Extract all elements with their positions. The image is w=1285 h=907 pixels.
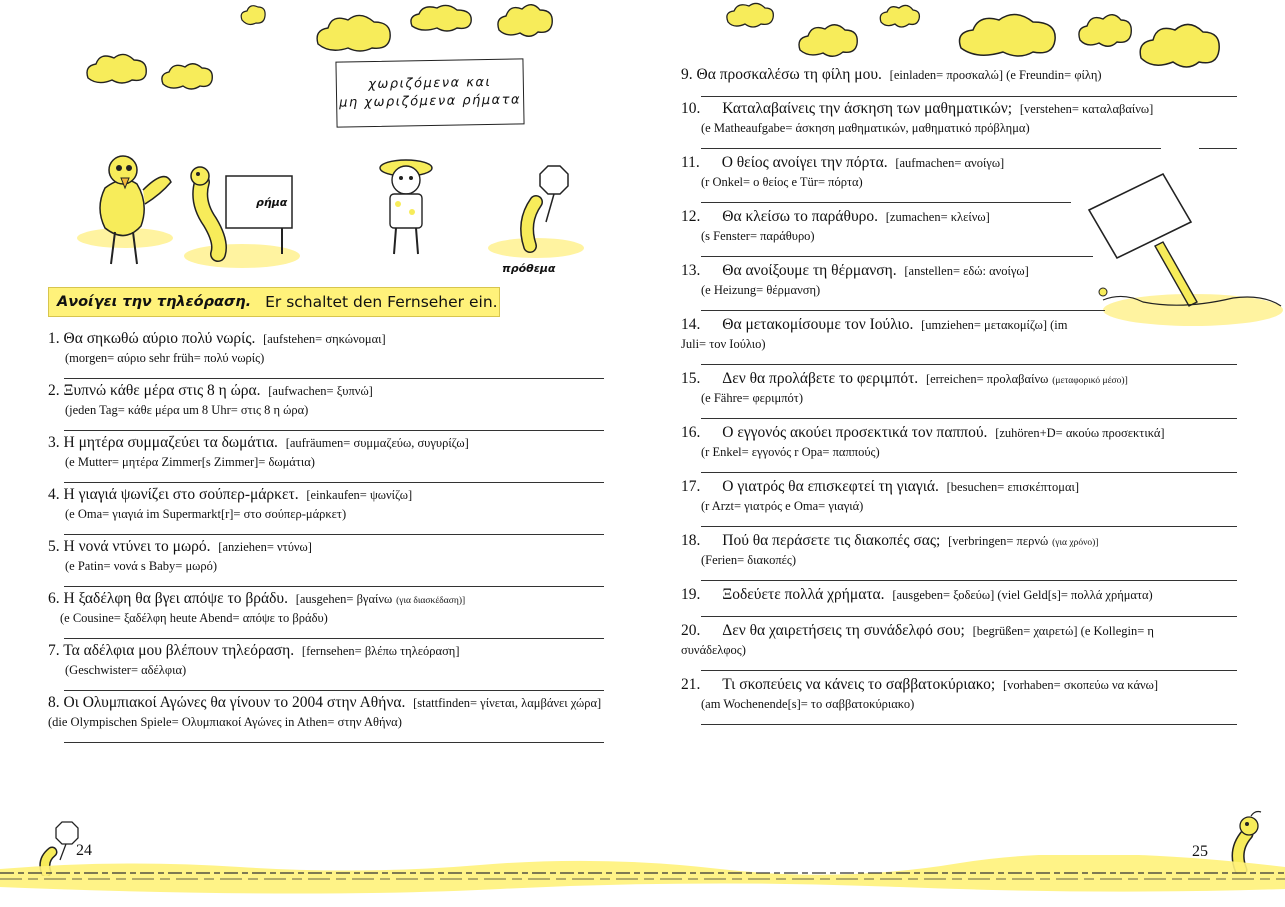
bird-cartoon-icon	[75, 148, 185, 268]
exercise-number: 13.	[681, 262, 701, 279]
exercise-number: 16.	[681, 424, 701, 441]
cloud-icon	[795, 20, 861, 60]
answer-line	[701, 472, 1237, 473]
exercise-item	[681, 154, 1004, 190]
exercise-number: 6.	[48, 590, 60, 607]
exercise-sentence: Δεν θα χαιρετήσεις τη συνάδελφό σου;	[722, 622, 965, 639]
exercise-number: 1.	[48, 330, 60, 347]
exercise-item	[48, 330, 386, 366]
exercise-item	[48, 538, 312, 574]
exercise-vocab: (e Patin= νονά s Baby= μωρό)	[65, 559, 218, 573]
exercise-hint: [aufräumen= συμμαζεύω, συγυρίζω]	[285, 436, 469, 450]
blank-signpost-icon	[1083, 160, 1283, 340]
exercise-hint: [verstehen= καταλαβαίνω]	[1019, 102, 1154, 116]
cloud-icon	[238, 2, 268, 28]
answer-line	[701, 202, 1071, 203]
answer-line	[701, 724, 1237, 725]
exercise-item	[681, 622, 1154, 658]
exercise-sentence: Θα κλείσω το παράθυρο.	[722, 208, 878, 225]
exercise-vocab: (e Heizung= θέρμανση)	[701, 283, 821, 297]
exercise-item	[681, 316, 1068, 352]
exercise-vocab: (morgen= αύριο sehr früh= πολύ νωρίς)	[65, 351, 265, 365]
exercise-hint: [verbringen= περνώ	[948, 534, 1049, 548]
exercise-sentence: Ξοδεύετε πολλά χρήματα.	[722, 586, 885, 603]
exercise-hint: [begrüßen= χαιρετώ] (e Kollegin= η	[972, 624, 1154, 638]
exercise-hint: [umziehen= μετακομίζω] (im	[921, 318, 1068, 332]
exercise-vocab: (s Fenster= παράθυρο)	[701, 229, 815, 243]
exercise-number: 5.	[48, 538, 60, 555]
exercise-item	[681, 478, 1079, 514]
cloud-icon	[1075, 10, 1135, 50]
exercise-number: 14.	[681, 316, 701, 333]
exercise-vocab: (r Enkel= εγγονός r Opa= παππούς)	[701, 445, 880, 459]
exercise-item	[48, 642, 460, 678]
exercise-hint-note: (μεταφορικό μέσο)]	[1052, 376, 1128, 386]
exercise-number: 10.	[681, 100, 701, 117]
exercise-hint: [zumachen= κλείνω]	[885, 210, 990, 224]
exercise-item	[681, 262, 1029, 298]
exercise-vocab: (r Arzt= γιατρός e Oma= γιαγιά)	[701, 499, 864, 513]
cloud-icon	[82, 50, 152, 86]
exercise-number: 15.	[681, 370, 701, 387]
exercise-item	[681, 676, 1158, 712]
exercise-sentence: Θα ανοίξουμε τη θέρμανση.	[722, 262, 897, 279]
exercise-vocab: (die Olympischen Spiele= Ολυμπιακοί Αγώνες in Athen= στην Αθήνα)	[48, 715, 402, 729]
exercise-sentence: Η γιαγιά ψωνίζει στο σούπερ-μάρκετ.	[63, 486, 299, 503]
exercise-item	[681, 208, 990, 244]
exercise-sentence: Η μητέρα συμμαζεύει τα δωμάτια.	[63, 434, 278, 451]
exercise-hint: [erreichen= προλαβαίνω	[925, 372, 1049, 386]
exercise-number: 21.	[681, 676, 701, 693]
exercise-sentence: Η νονά ντύνει το μωρό.	[63, 538, 211, 555]
exercise-hint: [zuhören+D= ακούω προσεκτικά]	[995, 426, 1165, 440]
sign-line-2: μη χωριζόμενα ρήματα	[339, 92, 522, 111]
exercise-vocab: (am Wochenende[s]= το σαββατοκύριακο)	[701, 697, 915, 711]
exercise-sentence: Δεν θα προλάβετε το φεριμπότ.	[722, 370, 919, 387]
exercise-item	[48, 382, 373, 418]
exercise-vocab: (Geschwister= αδέλφια)	[65, 663, 187, 677]
exercise-item	[48, 434, 469, 470]
exercise-hint: [vorhaben= σκοπεύω να κάνω]	[1002, 678, 1159, 692]
cloud-icon	[407, 2, 477, 34]
answer-line	[64, 586, 604, 587]
exercise-hint: [stattfinden= γίνεται, λαμβάνει χώρα]	[413, 696, 602, 710]
cloud-icon	[1135, 18, 1221, 72]
exercise-hint: [fernsehen= βλέπω τηλεόραση]	[301, 644, 460, 658]
answer-line	[64, 482, 604, 483]
exercise-sentence: Η ξαδέλφη θα βγει απόψε το βράδυ.	[63, 590, 288, 607]
example-german: Er schaltet den Fernseher ein.	[265, 293, 498, 311]
exercise-sentence: Ξυπνώ κάθε μέρα στις 8 η ώρα.	[63, 382, 261, 399]
cloud-icon	[877, 2, 921, 30]
exercise-hint: [aufwachen= ξυπνώ]	[268, 384, 373, 398]
answer-line	[701, 364, 1237, 365]
exercise-vocab: (e Matheaufgabe= άσκηση μαθηματικών, μαθηματικό πρόβλημα)	[701, 121, 1030, 135]
exercise-vocab: (e Oma= γιαγιά im Supermarkt[r]= στο σούπερ-μάρκετ)	[65, 507, 347, 521]
prothema-label: πρόθεμα	[502, 262, 556, 275]
exercise-item	[681, 532, 1098, 568]
exercise-number: 19.	[681, 586, 701, 603]
answer-line	[701, 96, 1237, 97]
exercise-sentence: Θα προσκαλέσω τη φίλη μου.	[696, 66, 882, 83]
answer-line	[1199, 148, 1237, 149]
exercise-item	[48, 694, 601, 730]
exercise-sentence: Θα σηκωθώ αύριο πολύ νωρίς.	[63, 330, 256, 347]
exercise-vocab: Juli= τον Ιούλιο)	[681, 337, 766, 351]
answer-line	[701, 526, 1237, 527]
exercise-hint-note: (για διασκέδαση)]	[396, 596, 466, 606]
exercise-sentence: Καταλαβαίνεις την άσκηση των μαθηματικών;	[722, 100, 1013, 117]
exercise-hint: [ausgeben= ξοδεύω] (viel Geld[s]= πολλά χρήματα)	[892, 588, 1153, 602]
answer-line	[701, 670, 1237, 671]
exercise-item	[681, 370, 1128, 406]
title-sign	[335, 58, 524, 127]
answer-line	[701, 616, 1237, 617]
exercise-vocab: συνάδελφος)	[681, 643, 746, 657]
answer-line	[701, 148, 1161, 149]
answer-line	[64, 742, 604, 743]
cloud-icon	[953, 8, 1067, 60]
page-number: 24	[76, 842, 92, 859]
exercise-item	[681, 424, 1165, 460]
exercise-number: 3.	[48, 434, 60, 451]
ground-strip	[0, 855, 1285, 895]
exercise-sentence: Ο θείος ανοίγει την πόρτα.	[721, 154, 888, 171]
exercise-sentence: Θα μετακομίσουμε τον Ιούλιο.	[722, 316, 914, 333]
rima-label: ρήμα	[256, 196, 288, 209]
cloud-icon	[494, 0, 556, 40]
exercise-vocab: (e Cousine= ξαδέλφη heute Abend= απόψε το βράδυ)	[60, 611, 328, 625]
answer-line	[64, 430, 604, 431]
sign-line-1: χωριζόμενα και	[368, 74, 492, 93]
cloud-icon	[723, 0, 775, 30]
exercise-hint-note: (για χρόνο)]	[1052, 538, 1099, 548]
exercise-number: 18.	[681, 532, 701, 549]
exercise-number: 17.	[681, 478, 701, 495]
answer-line	[701, 418, 1237, 419]
exercise-number: 7.	[48, 642, 60, 659]
exercise-vocab: (r Onkel= ο θείος e Tür= πόρτα)	[701, 175, 863, 189]
exercise-number: 4.	[48, 486, 60, 503]
exercise-vocab: (jeden Tag= κάθε μέρα um 8 Uhr= στις 8 η ώρα)	[65, 403, 309, 417]
exercise-number: 2.	[48, 382, 60, 399]
exercise-number: 12.	[681, 208, 701, 225]
stop-sign-worm-icon	[486, 162, 586, 262]
page-number: 25	[1192, 843, 1208, 860]
exercise-hint: [aufmachen= ανοίγω]	[895, 156, 1005, 170]
exercise-item	[681, 66, 1102, 84]
answer-line	[64, 534, 604, 535]
exercise-hint: [ausgehen= βγαίνω	[295, 592, 393, 606]
exercise-item	[48, 590, 465, 626]
exercise-sentence: Τα αδέλφια μου βλέπουν τηλεόραση.	[63, 642, 295, 659]
example-highlight-bar	[48, 287, 500, 317]
example-greek: Ανοίγει την τηλεόραση.	[57, 294, 252, 310]
answer-line	[64, 690, 604, 691]
exercise-hint: [aufstehen= σηκώνομαι]	[263, 332, 386, 346]
exercise-number: 11.	[681, 154, 700, 171]
exercise-vocab: (e Mutter= μητέρα Zimmer[s Zimmer]= δωμάτια)	[65, 455, 315, 469]
exercise-sentence: Τι σκοπεύεις να κάνεις το σαββατοκύριακο;	[722, 676, 996, 693]
exercise-hint: [anziehen= ντύνω]	[218, 540, 312, 554]
right-page	[643, 0, 1285, 907]
exercise-sentence: Πού θα περάσετε τις διακοπές σας;	[722, 532, 941, 549]
exercise-number: 9.	[681, 66, 693, 83]
answer-line	[701, 580, 1237, 581]
exercise-number: 8.	[48, 694, 60, 711]
answer-line	[64, 378, 604, 379]
exercise-hint: [einkaufen= ψωνίζω]	[306, 488, 413, 502]
cloud-icon	[312, 10, 396, 54]
exercise-sentence: Ο γιατρός θα επισκεφτεί τη γιαγιά.	[722, 478, 939, 495]
explorer-dog-icon	[366, 150, 446, 260]
cloud-icon	[158, 60, 216, 92]
answer-line	[701, 256, 1093, 257]
exercise-sentence: Οι Ολυμπιακοί Αγώνες θα γίνουν το 2004 στην Αθήνα.	[63, 694, 406, 711]
exercise-vocab: (e Fähre= φεριμπότ)	[701, 391, 803, 405]
exercise-hint: [besuchen= επισκέπτομαι]	[946, 480, 1080, 494]
exercise-hint: [einladen= προσκαλώ] (e Freundin= φίλη)	[889, 68, 1102, 82]
exercise-item	[681, 586, 1153, 604]
exercise-item	[681, 100, 1153, 136]
worm-with-sign-icon	[182, 162, 302, 272]
left-page	[0, 0, 642, 907]
answer-line	[701, 310, 1105, 311]
exercise-number: 20.	[681, 622, 701, 639]
exercise-item	[48, 486, 412, 522]
exercise-hint: [anstellen= εδώ: ανοίγω]	[904, 264, 1029, 278]
exercise-sentence: Ο εγγονός ακούει προσεκτικά τον παππού.	[722, 424, 988, 441]
exercise-vocab: (Ferien= διακοπές)	[701, 553, 797, 567]
answer-line	[64, 638, 604, 639]
